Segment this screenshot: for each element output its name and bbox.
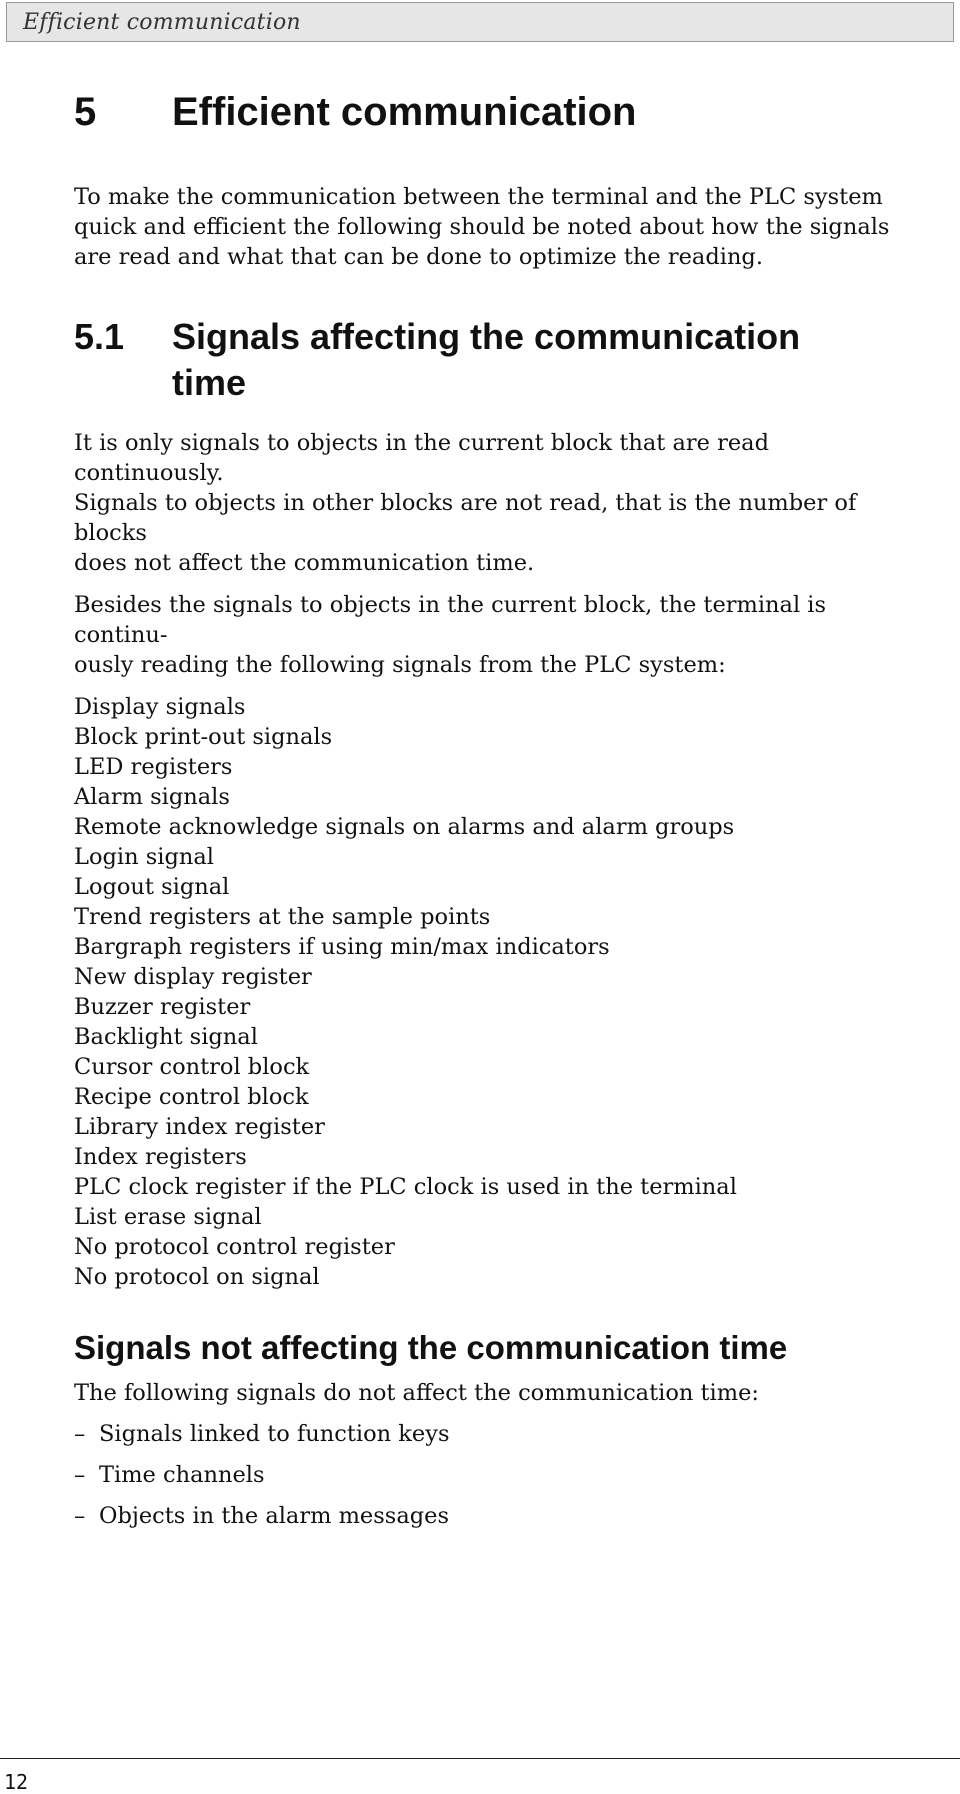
list-item: Library index register (74, 1114, 325, 1140)
paragraph-line: It is only signals to objects in the current block that are read continuously. (74, 430, 769, 486)
not-affecting-list (74, 1419, 904, 1531)
chapter-title-text: Efficient communication (172, 90, 637, 134)
list-item-text: Time channels (99, 1462, 265, 1488)
subheading-not-affecting: Signals not affecting the communication time (74, 1329, 788, 1366)
list-item: Recipe control block (74, 1084, 309, 1110)
paragraph-line: Besides the signals to objects in the current block, the terminal is continu- (74, 592, 827, 648)
list-item: Trend registers at the sample points (74, 904, 491, 930)
dash-bullet: – (74, 1503, 86, 1529)
list-item (74, 1419, 904, 1449)
chapter-number: 5 (74, 90, 97, 134)
list-item: Alarm signals (74, 784, 230, 810)
list-item: Display signals (74, 694, 246, 720)
list-item: Bargraph registers if using min/max indicators (74, 934, 610, 960)
page-number: 12 (4, 1770, 29, 1794)
list-item (74, 1460, 904, 1490)
list-item: Login signal (74, 844, 214, 870)
chapter-title (74, 84, 904, 140)
signal-list (74, 692, 904, 1292)
dash-bullet: – (74, 1462, 86, 1488)
list-item: LED registers (74, 754, 233, 780)
section-paragraph-2 (74, 590, 904, 680)
list-item-text: Signals linked to function keys (99, 1421, 450, 1447)
list-item: Remote acknowledge signals on alarms and alarm groups (74, 814, 735, 840)
list-item: Buzzer register (74, 994, 251, 1020)
list-item: No protocol control register (74, 1234, 395, 1260)
list-item: List erase signal (74, 1204, 262, 1230)
section-paragraph-1 (74, 428, 904, 578)
section-title-text (172, 314, 800, 406)
list-item: Cursor control block (74, 1054, 310, 1080)
list-item: New display register (74, 964, 312, 990)
not-affecting-intro: The following signals do not affect the communication time: (74, 1380, 759, 1406)
running-header (6, 2, 954, 42)
list-item-text: Objects in the alarm messages (99, 1503, 450, 1529)
chapter-intro: To make the communication between the terminal and the PLC system quick and efficient the following should be noted about how the signals are read and what that can be done to optimize the reading. (74, 184, 890, 270)
list-item: Logout signal (74, 874, 230, 900)
list-item: Index registers (74, 1144, 247, 1170)
list-item (74, 1501, 904, 1531)
section-title-line-1: Signals affecting the communication (172, 316, 801, 357)
section-title (74, 314, 904, 406)
list-item: No protocol on signal (74, 1264, 320, 1290)
footer-divider (0, 1758, 960, 1759)
list-item: PLC clock register if the PLC clock is used in the terminal (74, 1174, 737, 1200)
paragraph-line: ously reading the following signals from the PLC system: (74, 652, 726, 678)
section-title-line-2: time (172, 362, 247, 403)
page-content (74, 84, 904, 1531)
running-header-title: Efficient communication (23, 9, 301, 35)
list-item: Block print-out signals (74, 724, 333, 750)
paragraph-line: Signals to objects in other blocks are not read, that is the number of blocks (74, 490, 857, 546)
section-number: 5.1 (74, 316, 125, 357)
paragraph-line: does not affect the communication time. (74, 550, 535, 576)
dash-bullet: – (74, 1421, 86, 1447)
list-item: Backlight signal (74, 1024, 258, 1050)
